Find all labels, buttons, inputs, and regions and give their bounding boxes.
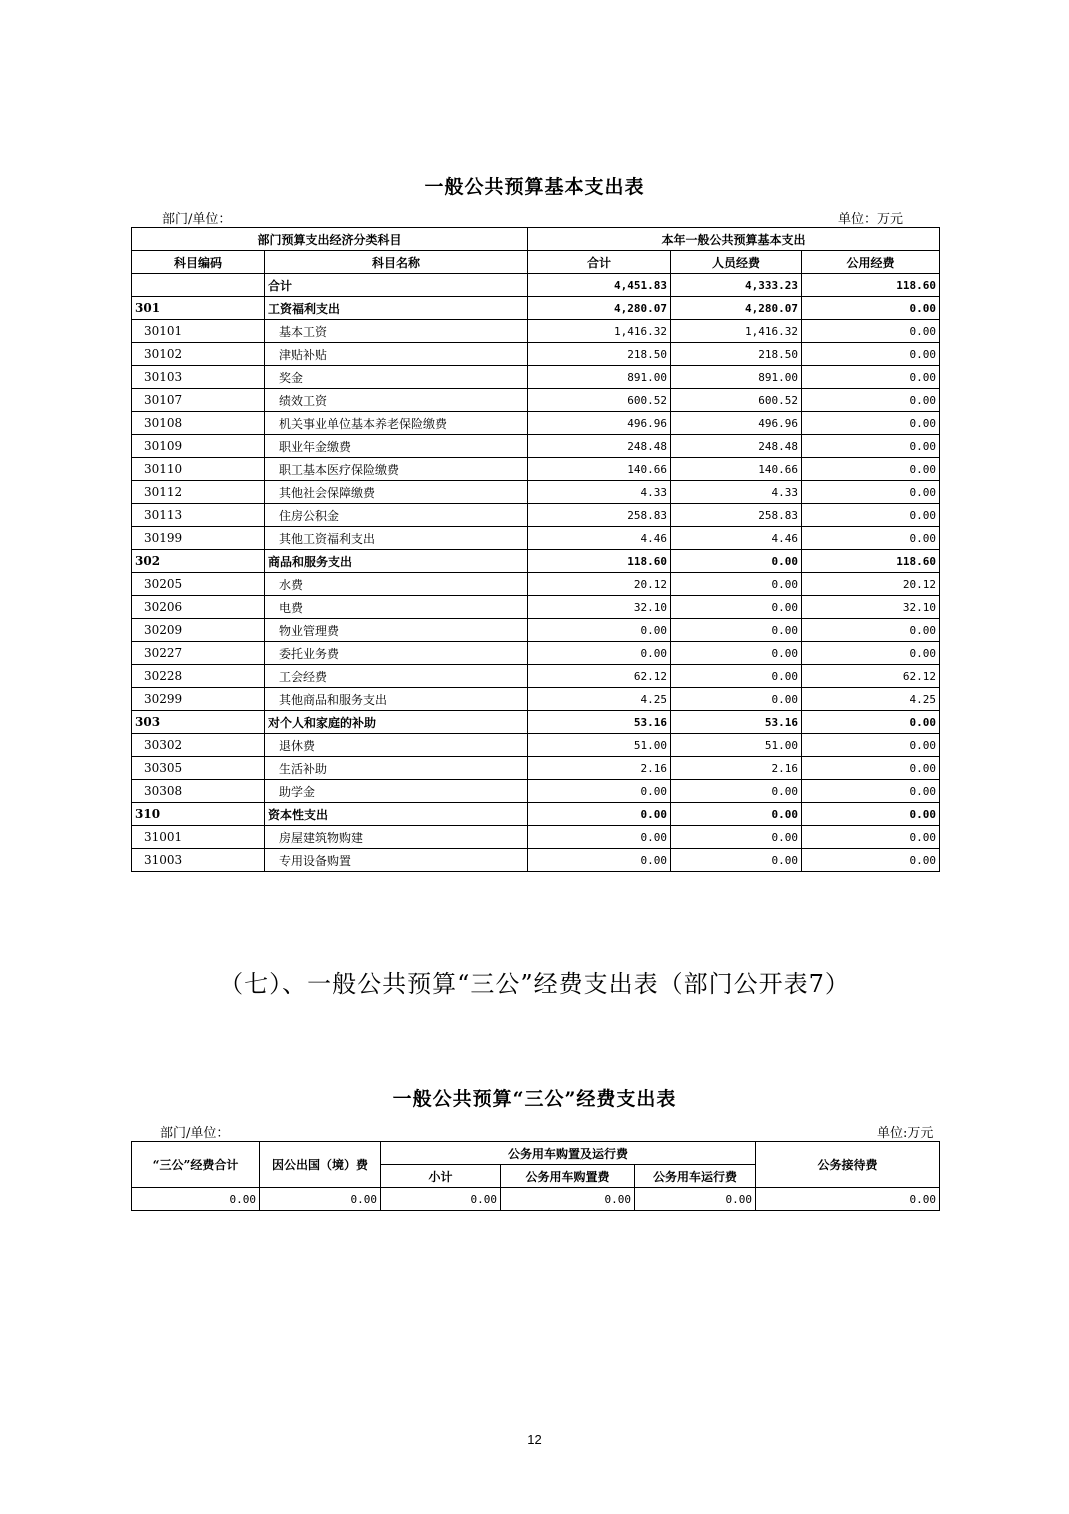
row-total: 51.00 <box>528 734 671 757</box>
table-row <box>132 389 940 412</box>
table-row <box>132 757 940 780</box>
row-public: 0.00 <box>802 757 940 780</box>
row-name: 机关事业单位基本养老保险缴费 <box>265 412 528 435</box>
row-personnel: 218.50 <box>671 343 802 366</box>
row-total: 496.96 <box>528 412 671 435</box>
row-total: 4.33 <box>528 481 671 504</box>
row-public: 118.60 <box>802 550 940 573</box>
row-total: 4.25 <box>528 688 671 711</box>
row-code: 30110 <box>132 458 265 481</box>
row-public: 0.00 <box>802 642 940 665</box>
page-number: 12 <box>527 1432 542 1447</box>
table-row <box>132 573 940 596</box>
header-reception: 公务接待费 <box>756 1142 940 1188</box>
table-row <box>132 320 940 343</box>
header-name: 科目名称 <box>265 251 528 274</box>
row-personnel: 4,280.07 <box>671 297 802 320</box>
table-row <box>132 297 940 320</box>
row-name: 津贴补贴 <box>265 343 528 366</box>
table-row <box>132 458 940 481</box>
row-code: 30108 <box>132 412 265 435</box>
row-name: 职业年金缴费 <box>265 435 528 458</box>
row-total: 140.66 <box>528 458 671 481</box>
table-row <box>132 481 940 504</box>
row-total: 32.10 <box>528 596 671 619</box>
row-personnel: 51.00 <box>671 734 802 757</box>
row-total: 4.46 <box>528 527 671 550</box>
row-name: 住房公积金 <box>265 504 528 527</box>
row-total: 4,280.07 <box>528 297 671 320</box>
table2-value-row <box>132 1188 940 1211</box>
row-public: 62.12 <box>802 665 940 688</box>
table-row <box>132 435 940 458</box>
row-total: 53.16 <box>528 711 671 734</box>
row-code: 30103 <box>132 366 265 389</box>
row-total: 0.00 <box>528 619 671 642</box>
value-three-public-total: 0.00 <box>132 1188 260 1211</box>
row-personnel: 258.83 <box>671 504 802 527</box>
row-code: 30101 <box>132 320 265 343</box>
table-row <box>132 366 940 389</box>
row-name: 水费 <box>265 573 528 596</box>
row-code: 310 <box>132 803 265 826</box>
section7-heading: （七）、一般公共预算“三公”经费支出表（部门公开表7） <box>219 970 850 998</box>
row-public: 118.60 <box>802 274 940 297</box>
row-code: 30227 <box>132 642 265 665</box>
row-name: 对个人和家庭的补助 <box>265 711 528 734</box>
row-public: 0.00 <box>802 389 940 412</box>
row-name: 职工基本医疗保险缴费 <box>265 458 528 481</box>
table1-unit-label: 单位：万元 <box>838 212 904 227</box>
header-personnel: 人员经费 <box>671 251 802 274</box>
row-public: 0.00 <box>802 734 940 757</box>
row-public: 20.12 <box>802 573 940 596</box>
row-public: 0.00 <box>802 297 940 320</box>
row-personnel: 0.00 <box>671 849 802 872</box>
table-row <box>132 412 940 435</box>
value-reception: 0.00 <box>756 1188 940 1211</box>
row-public: 0.00 <box>802 412 940 435</box>
row-total: 0.00 <box>528 849 671 872</box>
row-name: 助学金 <box>265 780 528 803</box>
table-row <box>132 826 940 849</box>
table-row <box>132 504 940 527</box>
row-name: 电费 <box>265 596 528 619</box>
row-code: 30209 <box>132 619 265 642</box>
table1-group-header-row <box>132 228 940 251</box>
row-personnel: 600.52 <box>671 389 802 412</box>
table-row <box>132 688 940 711</box>
three-public-expenses-table <box>131 1141 940 1211</box>
header-three-public-total: “三公”经费合计 <box>132 1142 260 1188</box>
row-public: 0.00 <box>802 619 940 642</box>
row-code: 30206 <box>132 596 265 619</box>
row-name: 商品和服务支出 <box>265 550 528 573</box>
header-economic-classification: 部门预算支出经济分类科目 <box>132 228 528 251</box>
row-code: 30305 <box>132 757 265 780</box>
row-code: 30102 <box>132 343 265 366</box>
row-personnel: 0.00 <box>671 780 802 803</box>
header-basic-expenditure: 本年一般公共预算基本支出 <box>528 228 940 251</box>
row-public: 0.00 <box>802 803 940 826</box>
row-name: 专用设备购置 <box>265 849 528 872</box>
row-personnel: 1,416.32 <box>671 320 802 343</box>
row-public: 0.00 <box>802 780 940 803</box>
row-personnel: 496.96 <box>671 412 802 435</box>
header-vehicle-operation: 公务用车运行费 <box>635 1165 756 1188</box>
table-row <box>132 274 940 297</box>
row-public: 0.00 <box>802 458 940 481</box>
row-code: 30299 <box>132 688 265 711</box>
row-code: 30205 <box>132 573 265 596</box>
header-vehicle-group: 公务用车购置及运行费 <box>381 1142 756 1165</box>
row-personnel: 0.00 <box>671 826 802 849</box>
row-name: 基本工资 <box>265 320 528 343</box>
row-public: 0.00 <box>802 366 940 389</box>
table2-header-row-1 <box>132 1142 940 1165</box>
row-public: 4.25 <box>802 688 940 711</box>
row-total: 2.16 <box>528 757 671 780</box>
table-row <box>132 596 940 619</box>
row-name: 奖金 <box>265 366 528 389</box>
value-subtotal: 0.00 <box>381 1188 501 1211</box>
row-name: 退休费 <box>265 734 528 757</box>
row-personnel: 0.00 <box>671 573 802 596</box>
row-code: 301 <box>132 297 265 320</box>
row-personnel: 53.16 <box>671 711 802 734</box>
value-vehicle-purchase: 0.00 <box>501 1188 635 1211</box>
row-personnel: 0.00 <box>671 619 802 642</box>
row-public: 0.00 <box>802 711 940 734</box>
row-code: 30107 <box>132 389 265 412</box>
row-code: 30113 <box>132 504 265 527</box>
row-personnel: 0.00 <box>671 688 802 711</box>
row-personnel: 0.00 <box>671 642 802 665</box>
table-row <box>132 734 940 757</box>
row-public: 0.00 <box>802 320 940 343</box>
row-personnel: 891.00 <box>671 366 802 389</box>
row-code: 30112 <box>132 481 265 504</box>
table2-dept-label: 部门/单位： <box>160 1126 230 1141</box>
row-total: 20.12 <box>528 573 671 596</box>
row-name: 工资福利支出 <box>265 297 528 320</box>
table-row <box>132 665 940 688</box>
row-total: 0.00 <box>528 780 671 803</box>
row-total: 600.52 <box>528 389 671 412</box>
row-code: 30109 <box>132 435 265 458</box>
table-row <box>132 711 940 734</box>
table-row <box>132 550 940 573</box>
row-personnel: 4,333.23 <box>671 274 802 297</box>
row-public: 0.00 <box>802 849 940 872</box>
table-row <box>132 642 940 665</box>
row-name: 其他社会保障缴费 <box>265 481 528 504</box>
row-total: 248.48 <box>528 435 671 458</box>
row-total: 4,451.83 <box>528 274 671 297</box>
row-public: 0.00 <box>802 826 940 849</box>
row-code: 30228 <box>132 665 265 688</box>
value-vehicle-operation: 0.00 <box>635 1188 756 1211</box>
row-total: 62.12 <box>528 665 671 688</box>
row-code: 30302 <box>132 734 265 757</box>
row-personnel: 0.00 <box>671 550 802 573</box>
row-personnel: 140.66 <box>671 458 802 481</box>
table-row <box>132 780 940 803</box>
header-total: 合计 <box>528 251 671 274</box>
table-row <box>132 803 940 826</box>
row-name: 合计 <box>265 274 528 297</box>
row-personnel: 0.00 <box>671 665 802 688</box>
row-total: 0.00 <box>528 803 671 826</box>
row-code: 31001 <box>132 826 265 849</box>
row-public: 0.00 <box>802 504 940 527</box>
table-row <box>132 527 940 550</box>
row-total: 258.83 <box>528 504 671 527</box>
header-code: 科目编码 <box>132 251 265 274</box>
row-name: 生活补助 <box>265 757 528 780</box>
row-public: 0.00 <box>802 527 940 550</box>
row-total: 891.00 <box>528 366 671 389</box>
row-personnel: 2.16 <box>671 757 802 780</box>
row-total: 218.50 <box>528 343 671 366</box>
table1-dept-label: 部门/单位： <box>162 212 232 227</box>
row-personnel: 4.33 <box>671 481 802 504</box>
row-code: 303 <box>132 711 265 734</box>
row-public: 0.00 <box>802 481 940 504</box>
header-abroad: 因公出国（境）费 <box>260 1142 381 1188</box>
row-name: 物业管理费 <box>265 619 528 642</box>
table-row <box>132 343 940 366</box>
row-public: 32.10 <box>802 596 940 619</box>
row-public: 0.00 <box>802 435 940 458</box>
row-name: 工会经费 <box>265 665 528 688</box>
row-code: 30199 <box>132 527 265 550</box>
row-total: 1,416.32 <box>528 320 671 343</box>
header-subtotal: 小计 <box>381 1165 501 1188</box>
row-total: 0.00 <box>528 642 671 665</box>
general-budget-basic-expenditure-table <box>131 227 940 872</box>
row-code: 30308 <box>132 780 265 803</box>
row-public: 0.00 <box>802 343 940 366</box>
row-name: 资本性支出 <box>265 803 528 826</box>
row-personnel: 0.00 <box>671 596 802 619</box>
header-vehicle-purchase: 公务用车购置费 <box>501 1165 635 1188</box>
row-code: 31003 <box>132 849 265 872</box>
value-abroad: 0.00 <box>260 1188 381 1211</box>
row-personnel: 248.48 <box>671 435 802 458</box>
row-personnel: 4.46 <box>671 527 802 550</box>
table-row <box>132 849 940 872</box>
row-name: 房屋建筑物购建 <box>265 826 528 849</box>
table2-title: 一般公共预算“三公”经费支出表 <box>392 1088 677 1110</box>
row-code: 302 <box>132 550 265 573</box>
header-public: 公用经费 <box>802 251 940 274</box>
table-row <box>132 619 940 642</box>
row-name: 其他商品和服务支出 <box>265 688 528 711</box>
table1-title: 一般公共预算基本支出表 <box>424 176 645 198</box>
row-personnel: 0.00 <box>671 803 802 826</box>
row-name: 委托业务费 <box>265 642 528 665</box>
table1-column-header-row <box>132 251 940 274</box>
table2-unit-label: 单位:万元 <box>877 1126 934 1141</box>
row-name: 其他工资福利支出 <box>265 527 528 550</box>
row-name: 绩效工资 <box>265 389 528 412</box>
row-total: 118.60 <box>528 550 671 573</box>
row-code <box>132 274 265 297</box>
row-total: 0.00 <box>528 826 671 849</box>
